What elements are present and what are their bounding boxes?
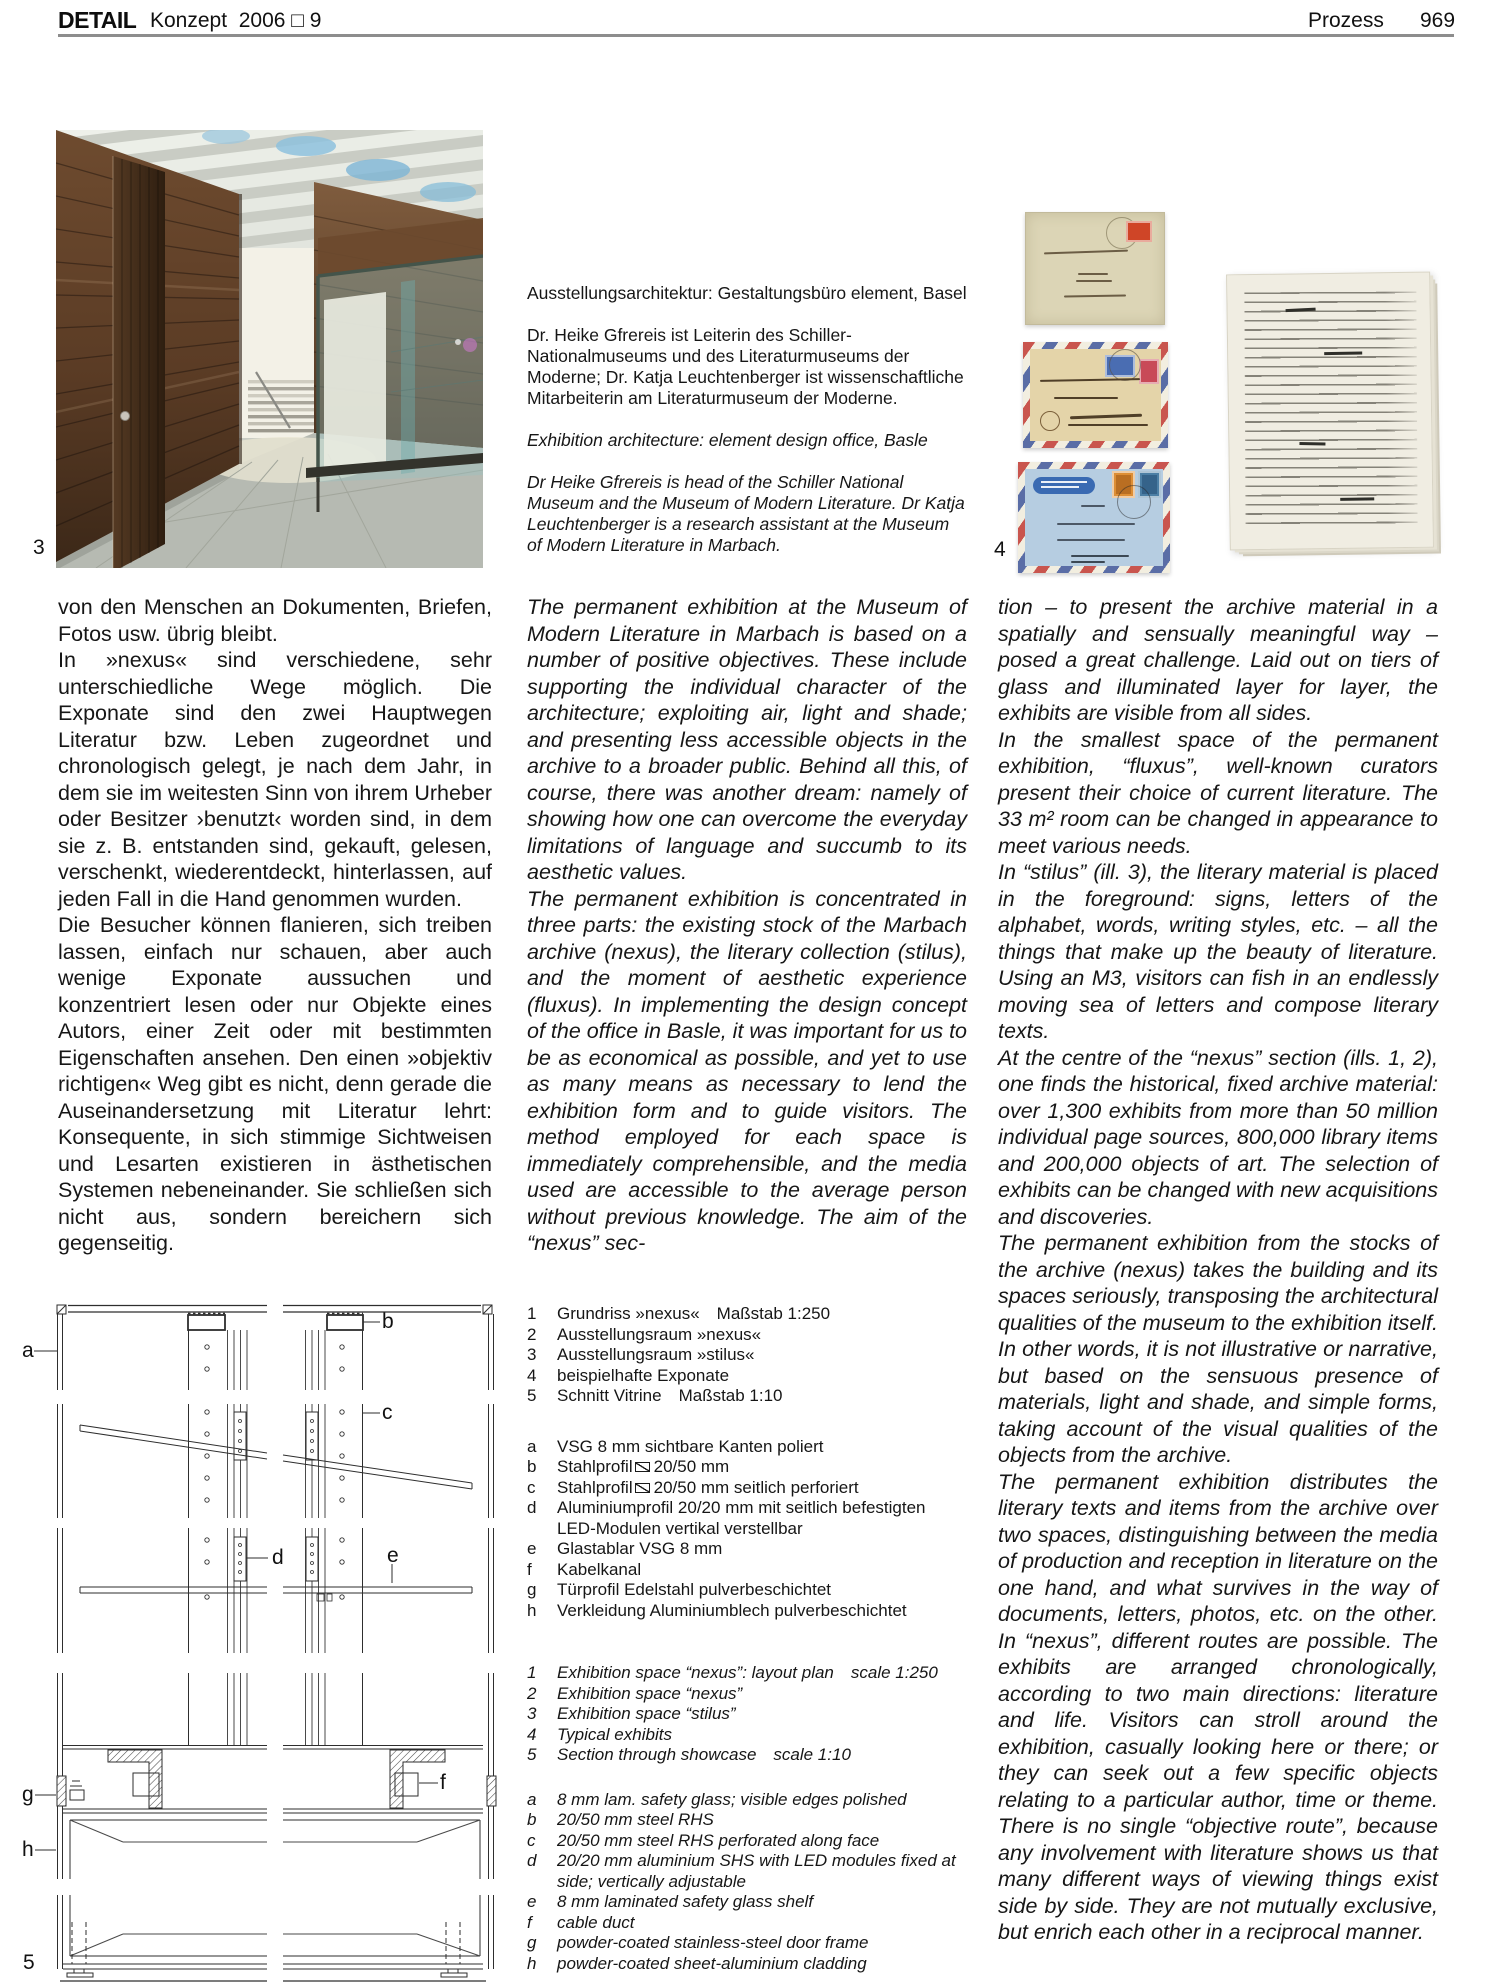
body-column-german [58,594,492,1257]
handwriting-line [1040,378,1140,382]
stamp-red [1139,359,1159,384]
list-item: e Glastablar VSG 8 mm [527,1539,723,1558]
paragraph: The permanent exhibition at the Museum of Modern Literature in Marbach is based on a number of positive objectives. These include supporting the individual character of the architecture; exploiting air, light and shade; and presenting less accessible objects in the archive to a broader public. Behind all this, of course, there was another dream: namely of showing how one can overcome the everyday limitations of language and succumb to its aesthetic values. [527,595,967,884]
legend-de-details [527,1437,967,1622]
drawing-label-g: g [22,1783,34,1806]
air-mail-label [1033,477,1095,494]
header-rule [58,34,1454,37]
paragraph: tion – to present the archive material in a spatially and sensually meaningful way – posed a great challenge. Laid out on tiers of glass and illuminated layer for layer, the exhibits are visible from all sides. [998,595,1438,725]
paragraph: Die Besucher können flanieren, sich treiben lassen, einfach nur schauen, aber auch wenige Exponate aussuchen und konzentriert lesen oder nur Objekte eines Autors, einer Zeit oder mit bestimmten Eigenschaften ansehen. Den einen »objektiv richtigen« Weg gibt es nicht, denn gerade die Auseinandersetzung mit Literatur lehrt: Konsequente, in sich stimmige Sichtweisen und Lesarten existieren in ästhetischen Systemen nebeneinander. Sie schließen sich nicht aus, sondern bereichern sich gegenseitig. [58,913,492,1255]
list-item: h Verkleidung Aluminiumblech pulverbeschichtet [527,1600,907,1620]
list-item: 4 beispielhafte Exponate [527,1365,730,1385]
paragraph: In “stilus” (ill. 3), the literary material is placed in the foreground: signs, letters of the alphabet, words, writing styles, etc. – all the things that make up the beauty of literature. Using an M3, visitors can fish in an endlessly moving sea of letters and compose literary texts. [998,860,1438,1043]
interior-photo-illustration [56,130,483,568]
paragraph: The permanent exhibition distributes the literary texts and items from the archive over two spaces, distinguishing between the media of production and reception in literature on the one hand, and what survives in the way of documents, letters, photos, etc. on the other. In “nexus”, different routes are possible. The exhibits are arranged chronologically, according to two main directions: literature and life. Visitors can stroll around the exhibition, casually looking here or there; or they can seek out a few specific objects relating to a particular author, time or theme. There is no single “objective route”, because any involvement with literature shows us that many different ways of viewing things exist side by side. They are not mutually exclusive, but enrich each other in a reciprocal manner. [998,1469,1438,1944]
figure-4-number: 4 [994,538,1006,561]
drawing-label-f: f [440,1771,446,1794]
handwriting-line [1078,273,1108,275]
typed-line [1081,505,1105,507]
paragraph: At the centre of the “nexus” section (ills. 1, 2), one finds the historical, fixed archive material: over 1,300 exhibits from more than 50 million individual page sources, 800,000 library items and 200,000 objects of art. The selection of exhibits can be changed with new acquisitions and discoveries. [998,1045,1438,1229]
caption-de-architect: Ausstellungsarchitektur: Gestaltungsbüro element, Basel [527,283,967,303]
stamp-red [1126,221,1152,242]
manuscript-edge-fade [1227,273,1433,550]
list-item: 3 Exhibition space “stilus” [527,1704,736,1723]
envelope-face [1030,349,1161,441]
list-item: 2 Ausstellungsraum »nexus« [527,1324,762,1344]
list-item: c 20/50 mm steel RHS perforated along face [527,1830,880,1850]
list-item: e 8 mm laminated safety glass shelf [527,1892,814,1911]
circled-number [1040,411,1060,431]
drawing-label-c: c [382,1401,393,1424]
strike-mark [1340,497,1374,500]
section-label: Prozess [1308,9,1384,32]
list-item: a 8 mm lam. safety glass; visible edges polished [527,1789,907,1809]
list-item: 5 Schnitt Vitrine Maßstab 1:10 [527,1386,783,1405]
strike-mark [1324,352,1362,355]
list-item: a VSG 8 mm sichtbare Kanten poliert [527,1436,824,1456]
handwriting-line [1070,414,1142,419]
rhs-profile-icon [635,1462,650,1472]
envelope-cream [1025,212,1165,325]
body-column-english-1 [527,594,967,1257]
list-item: f cable duct [527,1912,635,1932]
envelope-face [1025,469,1163,566]
drawing-label-a: a [22,1339,34,1362]
legend-en-details [527,1790,967,1975]
caption-de-authors: Dr. Heike Gfrereis ist Leiterin des Schiller-Nationalmuseums und des Literaturmuseums der Moderne; Dr. Katja Leuchtenberger ist wissenschaftliche Mitarbeiterin am Literaturmuseum der Moderne. [527,325,964,408]
list-item: d Aluminiumprofil 20/20 mm mit seitlich befestigten LED-Modulen vertikal verstellbar [527,1498,926,1538]
photo-exhibits [1003,148,1465,582]
handwriting-line [1064,294,1126,297]
list-item: 1 Grundriss »nexus« Maßstab 1:250 [527,1304,831,1323]
showcase-section-drawing [20,1292,500,1988]
list-item: 3 Ausstellungsraum »stilus« [527,1345,755,1364]
list-item: h powder-coated sheet-aluminium cladding [527,1953,867,1973]
list-item: 2 Exhibition space “nexus” [527,1683,743,1703]
handwriting-line [1054,397,1118,399]
list-item: b 20/50 mm steel RHS [527,1810,714,1829]
paragraph: von den Menschen an Dokumenten, Briefen, Fotos usw. übrig bleibt. [58,595,492,646]
handwriting-line [1044,250,1128,255]
list-item: 4 Typical exhibits [527,1724,672,1744]
typed-line [1057,523,1135,525]
typed-underline [1071,561,1105,563]
caption-en-authors: Dr Heike Gfrereis is head of the Schiller National Museum and the Museum of Modern Literature. Dr Katja Leuchtenberger is a research assistant at the Museum of Modern Literature in Marbach. [527,472,965,555]
list-item: b Stahlprofil 20/50 mm [527,1457,730,1476]
paragraph: The permanent exhibition is concentrated in three parts: the existing stock of the Marbach archive (nexus), the literary collection (stilus), and the moment of aesthetic experience (fluxus). In implementing the design concept of the office in Basle, it was important for us to be as economical as possible, and yet to use as many means as necessary to lend the exhibition form and to guide visitors. The method employed for each space is immediately comprehensible, and the media used are accessible to the average person without previous knowledge. The aim of the “nexus” sec- [527,886,967,1255]
figure-5-number: 5 [23,1951,35,1974]
postmark-icon [1117,485,1151,519]
photo-museum-interior [56,130,483,568]
body-column-english-2 [998,594,1438,1946]
postmark-icon [1109,349,1141,381]
handwriting-underline [1076,280,1112,282]
legend-en-figures [527,1663,967,1766]
strike-mark [1299,442,1325,445]
detail-logo: DETAIL [58,7,137,33]
drawing-label-d: d [272,1546,284,1569]
drawing-label-b: b [382,1310,394,1333]
list-item: g Türprofil Edelstahl pulverbeschichtet [527,1580,832,1599]
envelope-airmail-blue [1018,462,1170,573]
rhs-profile-icon [635,1483,650,1493]
drawing-label-h: h [22,1838,34,1861]
typed-line [1071,555,1129,557]
legend-de-figures [527,1304,967,1407]
legend-block [527,1304,967,1974]
issue-label: Konzept 2006 □ 9 [150,9,322,32]
caption-en-architect: Exhibition architecture: element design office, Basle [527,430,928,450]
typed-line [1057,539,1125,541]
caption-block [527,283,967,577]
list-item: d 20/20 mm aluminium SHS with LED modules fixed at side; vertically adjustable [527,1851,956,1891]
list-item: c Stahlprofil 20/50 mm seitlich perforiert [527,1477,859,1497]
list-item: 5 Section through showcase scale 1:10 [527,1745,851,1764]
paragraph: In »nexus« sind verschiedene, sehr unterschiedliche Wege möglich. Die Exponate sind den zwei Hauptwegen Literatur bzw. Leben zugeordnet und chronologisch gelegt, je nach dem Jahr, in dem sie im weitesten Sinn von ihrem Urheber oder Besitzer ›benutzt‹ worden sind, in dem sie z. B. entstanden sind, gekauft, gelesen, verschenkt, wiederentdeckt, hinterlassen, auf jeden Fall in die Hand genommen wurden. [58,648,492,911]
list-item: f Kabelkanal [527,1559,642,1579]
list-item: g powder-coated stainless-steel door frame [527,1933,869,1952]
page-number: 969 [1420,9,1456,32]
figure-3-number: 3 [33,536,45,559]
paragraph: In the smallest space of the permanent exhibition, “fluxus”, well-known curators present their choice of current literature. The 33 m² room can be changed in appearance to meet various needs. [998,727,1438,858]
list-item: 1 Exhibition space “nexus”: layout plan scale 1:250 [527,1663,938,1682]
envelope-airmail-tan [1023,342,1168,448]
paragraph: The permanent exhibition from the stocks of the archive (nexus) takes the building and its spaces seriously, transposing the architectural qualities of the museum to the exhibition itself. In other words, it is not illustrative or narrative, but based on the sensuous presence of materials, light and shade, and simple forms, taking account of the visual qualities of the objects from the archive. [998,1231,1438,1467]
drawing-label-e: e [387,1544,399,1567]
handwriting-underline [1068,424,1148,426]
manuscript-stack [1226,272,1434,551]
